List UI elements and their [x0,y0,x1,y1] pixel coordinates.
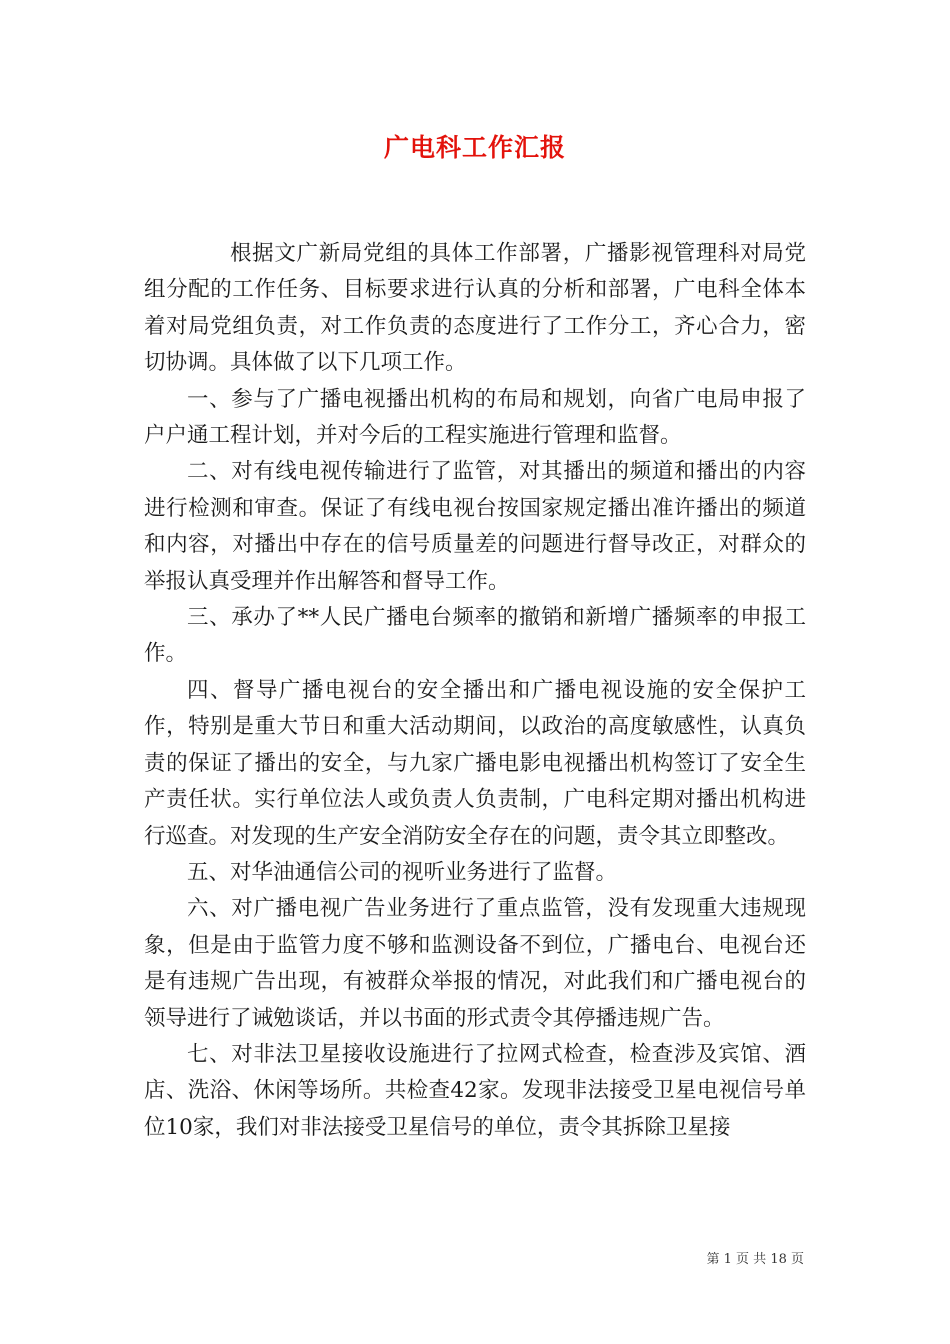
paragraph-item-5: 五、对华油通信公司的视听业务进行了监督。 [187,859,618,885]
paragraph-item-1: 一、参与了广播电视播出机构的布局和规划，向省广电局申报了户户通工程计划，并对今后的工程实施进行管理和监督。 [144,386,806,449]
paragraph-intro: 根据文广新局党组的具体工作部署，广播影视管理科对局党组分配的工作任务、目标要求进行认真的分析和部署，广电科全体本着对局党组负责，对工作负责的态度进行了工作分工，齐心合力，密切协调。具体做了以下几项工作。 [144,241,806,376]
document-body [144,236,806,1146]
paragraph-item-6: 六、对广播电视广告业务进行了重点监管，没有发现重大违规现象，但是由于监管力度不够和监测设备不到位，广播电台、电视台还是有违规广告出现，有被群众举报的情况，对此我们和广播电视台的领导进行了诫勉谈话，并以书面的形式责令其停播违规广告。 [144,896,806,1031]
paragraph-item-3: 三、承办了**人民广播电台频率的撤销和新增广播频率的申报工作。 [144,605,806,667]
paragraph-item-2: 二、对有线电视传输进行了监管，对其播出的频道和播出的内容进行检测和审查。保证了有线电视台按国家规定播出准许播出的频道和内容，对播出中存在的信号质量差的问题进行督导改正，对群众的举报认真受理并作出解答和督导工作。 [144,459,806,594]
document-title: 广电科工作汇报 [383,133,566,162]
page-number-footer: 第 1 页 共 18 页 [706,1252,804,1267]
paragraph-item-7: 七、对非法卫星接收设施进行了拉网式检查，检查涉及宾馆、酒店、洗浴、休闲等场所。共检查42家。发现非法接受卫星电视信号单位10家，我们对非法接受卫星信号的单位，责令其拆除卫星接 [144,1041,806,1140]
paragraph-item-4: 四、督导广播电视台的安全播出和广播电视设施的安全保护工作，特别是重大节日和重大活动期间，以政治的高度敏感性，认真负责的保证了播出的安全，与九家广播电影电视播出机构签订了安全生产责任状。实行单位法人或负责人负责制，广电科定期对播出机构进行巡查。对发现的生产安全消防安全存在的问题，责令其立即整改。 [144,677,806,849]
